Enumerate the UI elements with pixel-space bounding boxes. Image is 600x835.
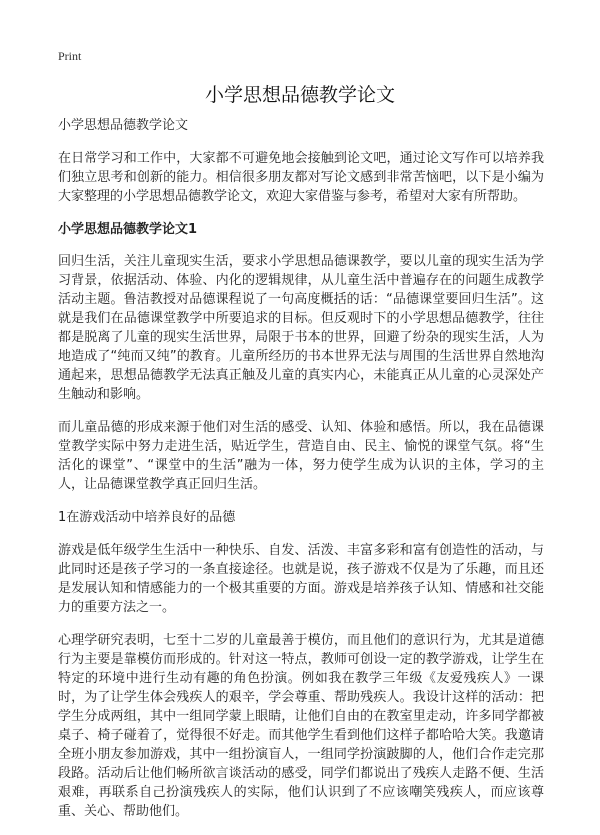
intro-paragraph: 在日常学习和工作中，大家都不可避免地会接触到论文吧，通过论文写作可以培养我们独立思考和创新的能力。相信很多朋友都对写论文感到非常苦恼吧，以下是小编为大家整理的小学思想品德教学论文，欢迎大家借鉴与参考，希望对大家有所帮助。: [58, 151, 544, 204]
body-paragraph: 心理学研究表明，七至十二岁的儿童最善于模仿，而且他们的意识行为，尤其是道德行为主要是靠模仿而形成的。针对这一特点，教师可创设一定的教学游戏，让学生在特定的环境中进行生动有趣的角色扮演。例如我在教学三年级《友爱残疾人》一课时，为了让学生体会残疾人的艰辛，学会尊重、帮助残疾人。我设计这样的活动：把学生分成两组，其中一组同学蒙上眼睛，让他们自由的在教室里走动，许多同学都被桌子、椅子碰着了，觉得很不好走。而其他学生看到他们这样子都哈哈大笑。我邀请全班小朋友参加游戏，其中一组扮演盲人，一组同学扮演跛脚的人，他们合作走完那段路。活动后让他们畅所欲言谈活动的感受，同学们都说出了残疾人走路不便、生活艰难，再联系自己扮演残疾人的实际，他们认识到了不应该嘲笑残疾人，而应该尊重、关心、帮助他们。: [58, 633, 544, 819]
body-paragraph: 而儿童品德的形成来源于他们对生活的感受、认知、体验和感悟。所以，我在品德课堂教学实际中努力走进生活，贴近学生，营造自由、民主、愉悦的课堂气氛。将“生活化的课堂”、“课堂中的生活”融为一体，努力使学生成为认识的主体，学习的主人，让品德课堂教学真正回归生活。: [58, 420, 544, 492]
article-body: [58, 116, 544, 835]
article-subtitle: 小学思想品德教学论文: [58, 118, 189, 133]
subsection-heading: 1在游戏活动中培养良好的品德: [58, 510, 236, 525]
body-paragraph: 游戏是低年级学生生活中一种快乐、自发、活泼、丰富多彩和富有创造性的活动，与此同时还是孩子学习的一条直接途径。也就是说，孩子游戏不仅是为了乐趣，而且还是发展认知和情感能力的一个极其重要的方面。游戏是培养孩子认知、情感和社交能力的重要方法之一。: [58, 543, 544, 615]
body-paragraph: 回归生活，关注儿童现实生活，要求小学思想品德课教学，要以儿童的现实生活为学习背景，依据活动、体验、内化的逻辑规律，从儿童生活中普遍存在的问题生成教学活动主题。鲁洁教授对品德课程说了一句高度概括的话：“品德课堂要回归生活”。这就是我们在品德课堂教学中所要追求的目标。但反观时下的小学思想品德教学，往往都是脱离了儿童的现实生活世界，局限于书本的世界，回避了纷杂的现实生活，人为地造成了“纯而又纯”的教育。儿童所经历的书本世界无法与周围的生活世界自然地沟通起来，思想品德教学无法真正触及儿童的真实内心，未能真正从儿童的心灵深处产生触动和影响。: [58, 254, 544, 402]
page-title: 小学思想品德教学论文: [204, 84, 395, 106]
print-link[interactable]: Print: [58, 49, 82, 63]
section-heading: 小学思想品德教学论文1: [58, 222, 198, 237]
